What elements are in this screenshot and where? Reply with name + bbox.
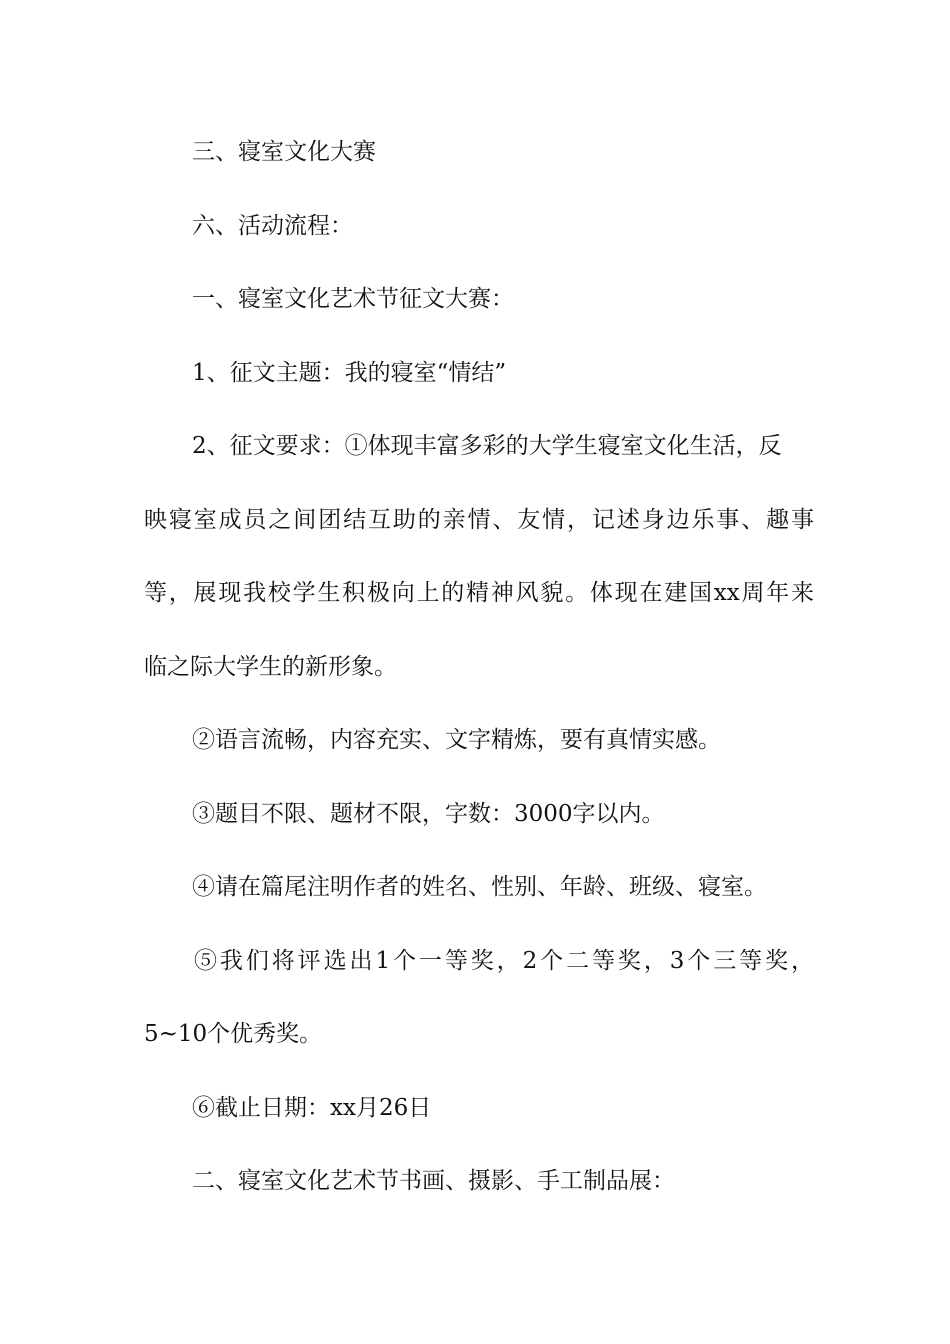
requirement-author-info: ④请在篇尾注明作者的姓名、性别、年龄、班级、寝室。 bbox=[192, 874, 767, 900]
requirement-awards-line-2: 5~10个优秀奖。 bbox=[144, 1021, 323, 1047]
section-heading-dorm-culture-contest: 三、寝室文化大赛 bbox=[192, 139, 376, 165]
requirement-topic-length: ③题目不限、题材不限，字数：3000字以内。 bbox=[192, 800, 665, 827]
section-heading-activity-process: 六、活动流程： bbox=[192, 212, 353, 239]
requirement-deadline: ⑥截止日期：xx月26日 bbox=[192, 1094, 432, 1121]
requirement-awards-line-1: ⑤我们将评选出1个一等奖，2个二等奖，3个三等奖， bbox=[194, 947, 814, 974]
requirement-language: ②语言流畅，内容充实、文字精炼，要有真情实感。 bbox=[192, 727, 721, 753]
essay-requirements-line-2: 映寝室成员之间团结互助的亲情、友情，记述身边乐事、趣事 bbox=[144, 506, 814, 533]
document-body bbox=[144, 128, 814, 1231]
essay-requirements-line-1: 2、征文要求：①体现丰富多彩的大学生寝室文化生活，反 bbox=[192, 433, 782, 459]
essay-requirements-line-3: 等，展现我校学生积极向上的精神风貌。体现在建国xx周年来 bbox=[144, 580, 814, 606]
essay-requirements-line-4: 临之际大学生的新形象。 bbox=[144, 653, 397, 680]
essay-theme: 1、征文主题：我的寝室“情结” bbox=[192, 359, 507, 386]
subsection-heading-exhibition: 二、寝室文化艺术节书画、摄影、手工制品展： bbox=[192, 1168, 675, 1194]
subsection-heading-essay-contest: 一、寝室文化艺术节征文大赛： bbox=[192, 286, 514, 312]
